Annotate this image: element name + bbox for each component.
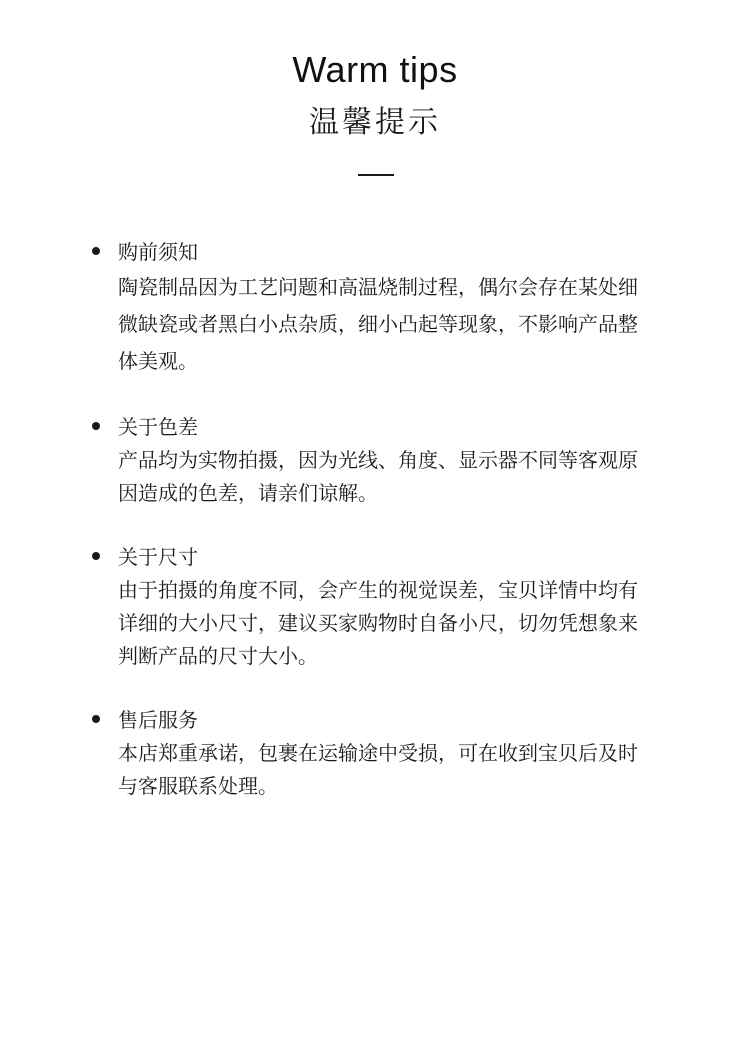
title-divider (358, 174, 394, 176)
bullet-icon (92, 247, 100, 255)
tip-body: 由于拍摄的角度不同，会产生的视觉误差，宝贝详情中均有详细的大小尺寸，建议买家购物时自备小尺，切勿凭想象来判断产品的尺寸大小。 (118, 578, 638, 668)
tips-list (0, 235, 750, 833)
bullet-icon (92, 552, 100, 560)
tip-size (0, 540, 750, 673)
tip-after-sales (0, 703, 750, 803)
tip-title: 关于色差 (118, 415, 198, 439)
bullet-icon (92, 715, 100, 723)
tip-purchase-notice (0, 235, 750, 380)
bullet-icon (92, 422, 100, 430)
tip-body: 产品均为实物拍摄，因为光线、角度、显示器不同等客观原因造成的色差，请亲们谅解。 (118, 448, 638, 505)
page-title-en: Warm tips (292, 49, 458, 90)
tip-body: 本店郑重承诺，包裹在运输途中受损，可在收到宝贝后及时与客服联系处理。 (118, 741, 638, 798)
tip-color-difference (0, 410, 750, 510)
tip-title: 关于尺寸 (118, 545, 198, 569)
page-title-cn: 温馨提示 (309, 105, 441, 140)
tip-body: 陶瓷制品因为工艺问题和高温烧制过程，偶尔会存在某处细微缺瓷或者黑白小点杂质，细小凸起等现象，不影响产品整体美观。 (118, 275, 638, 373)
tip-title: 售后服务 (118, 708, 198, 732)
tip-title: 购前须知 (118, 240, 198, 264)
